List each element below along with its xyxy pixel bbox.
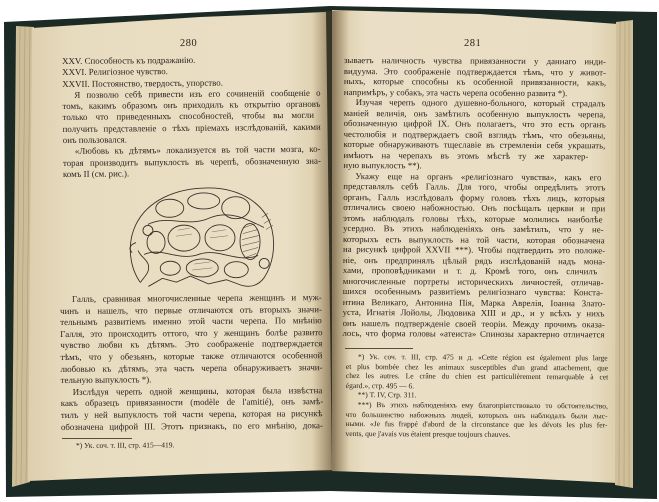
text-line: торая производитъ выпуклость въ черепѣ, обозначенную зна- bbox=[62, 155, 321, 168]
text-line: зываетъ наличность чувства привязанности у даннаго инди- bbox=[343, 55, 606, 67]
text-line: онъ нашелъ подтвержденіе своей теоріи. Между прочимъ оказа- bbox=[342, 317, 605, 329]
text-line: видуума. Это соображеніе подтверждается тѣмъ, что у живот- bbox=[343, 65, 606, 77]
text-line: обозначена цифрой III. Этотъ признакъ, по его мнѣнію, дока- bbox=[60, 419, 323, 432]
text-line: томъ, какимъ образомъ онъ приходилъ къ открытію органовъ bbox=[62, 98, 321, 112]
footnote-line: vents, que j'avais vus étaient presque toujours chauves. bbox=[345, 428, 511, 439]
text-line: Галля, это происходитъ оттого, что у женщинъ болѣе развито bbox=[60, 326, 323, 339]
right-page-footnotes bbox=[346, 352, 608, 440]
page-number-left: 280 bbox=[179, 37, 198, 50]
section-item: XXVII. Постоянство, твердость, упорство. bbox=[62, 77, 223, 89]
text-line: которые обнаруживаютъ тщеславіе въ стремленіи себя украшать, bbox=[343, 138, 606, 151]
organ-region bbox=[156, 199, 184, 217]
section-item: XXVI. Религіозное чувство. bbox=[62, 66, 168, 78]
text-line: органъ, Галль изслѣдовалъ форму головъ тѣхъ лицъ, которыя bbox=[343, 191, 605, 203]
right-page-text bbox=[343, 55, 606, 340]
neck-outline bbox=[148, 276, 242, 287]
text-line: Галль, сравнивая многочисленные черепа женщинъ и муж- bbox=[71, 292, 322, 304]
text-line: нтина Великаго, Антонина Пія, Марка Аврелія, Іоанна Злато- bbox=[342, 296, 606, 308]
text-line: онъ пользовался. bbox=[62, 134, 127, 146]
text-line: честолюбія и подтверждаетъ свой взглядъ тѣмъ, что обезьяны, bbox=[343, 128, 606, 140]
text-line: ную выпуклость **). bbox=[343, 159, 422, 171]
brain-fold-line-2 bbox=[144, 251, 258, 259]
text-line: напримѣръ, у собакъ, эта часть черепа особенно развита *). bbox=[343, 86, 568, 98]
text-line: которыхъ есть выпуклость на той части, которая обозначена bbox=[343, 233, 605, 245]
text-line: ныхъ, которые способны къ особенной привязанности, какъ, bbox=[343, 75, 607, 88]
text-line: этомъ наблюдалъ головы тѣхъ, которые молились наиболѣе bbox=[343, 212, 603, 224]
footnote-line: **) Т. IV, Стр. 311. bbox=[357, 390, 417, 400]
footnote-line: et plus bombée chez les animaux susceptibles d'un grand attachement, que bbox=[345, 361, 609, 372]
left-page-text-top bbox=[62, 54, 321, 181]
organ-region bbox=[240, 223, 260, 259]
organ-region bbox=[205, 225, 235, 251]
footnote-rule-left bbox=[62, 438, 132, 439]
text-line: Изслѣдуя черепъ одной женщины, которая была извѣстна bbox=[72, 384, 323, 397]
organ-region bbox=[186, 259, 218, 277]
face-profile bbox=[130, 242, 149, 282]
footnote-rule-right bbox=[345, 348, 413, 349]
page-number-right: 281 bbox=[463, 37, 482, 50]
left-page-footnotes bbox=[64, 440, 294, 450]
text-line: представлялъ себѣ Галль. Для того, чтобы опредѣлить этотъ bbox=[343, 180, 606, 193]
shading-strokes bbox=[176, 228, 228, 270]
text-line: шихся особеннымъ развитіемъ религіознаго чувства: Конста- bbox=[342, 285, 603, 298]
text-line: Я позволю себѣ привести изъ его сочиненій сообщеніе о bbox=[74, 87, 321, 100]
organ-region bbox=[224, 262, 248, 278]
footnote-line: ными. «Je fus frappé d'abord de la circonstance que les dévots les plus fer- bbox=[345, 419, 608, 430]
text-line: уста, Игнатія Лойолы, Людовика XIII и др., и у всѣхъ у нихъ bbox=[342, 306, 605, 319]
footnote-line: *) Ук. соч. т. III, стр. 415—419. bbox=[75, 440, 175, 450]
footnote-line: égard.», стр. 495 — 6. bbox=[345, 380, 415, 391]
organ-region bbox=[147, 231, 165, 253]
text-line: любовью къ дѣтямъ, эта часть черепа обнаруживаетъ значи- bbox=[60, 361, 323, 374]
text-line: только что приведенныхъ способностей, чтобы вы могли bbox=[62, 110, 314, 123]
text-line: какъ образецъ привязанности (modèle de l'amitié), онъ замѣ- bbox=[60, 396, 324, 409]
text-line: тельнымъ развитіемъ именно этой части черепа. По мнѣнію bbox=[60, 315, 322, 328]
text-line: лось, что форма головы «атеиста» Спинозы характерно отличается bbox=[342, 327, 605, 340]
organ-region bbox=[160, 261, 180, 275]
brain-diagram-figure bbox=[118, 183, 279, 292]
text-line: многочисленные портреты историческихъ личностей, отличав- bbox=[342, 275, 604, 287]
organ-region bbox=[143, 225, 153, 235]
footnote-line: что большинство набожныхъ людей, которыхъ онъ наблюдалъ были лыс- bbox=[345, 409, 608, 420]
organ-region bbox=[188, 193, 220, 209]
text-line: хами, проповѣдниками и т. д. Кромѣ того, онъ сличилъ bbox=[342, 264, 598, 277]
text-line: получить представленіе о тѣхъ пріемахъ изслѣдованій, какими bbox=[62, 121, 321, 134]
footnote-line: ***) Въ этихъ наблюденіяхъ ему благопріятствовало то обстоятельство, bbox=[357, 400, 608, 411]
text-line: чувство любви къ дѣтямъ. Это соображеніе подтверждается bbox=[60, 338, 323, 351]
text-line: имѣютъ на черепахъ въ этомъ мѣстѣ ту же характер- bbox=[343, 149, 589, 161]
text-line: ніе, онъ предпринялъ цѣлый рядъ изслѣдованій надъ мона- bbox=[342, 254, 606, 266]
footnote-line: *) Ук. соч. т. III, стр. 475 и д. «Cette région est également plus large bbox=[357, 352, 608, 363]
left-page-text-bottom bbox=[60, 292, 323, 433]
text-line: «Любовь къ дѣтямъ» локализуется въ той части мозга, ко- bbox=[74, 144, 321, 157]
text-line: комъ II (см. рис.). bbox=[62, 168, 130, 179]
text-line: тилъ у ней выпуклость той части черепа, которая на рисункѣ bbox=[60, 408, 323, 420]
text-line: усердно. Въ этихъ наблюденіяхъ онъ замѣтилъ, что у не- bbox=[343, 222, 604, 235]
footnote-line: chez les autres. Le crâne du chien est particulièrement remarquable à cet bbox=[345, 371, 609, 382]
text-line: Укажу еще на органъ «религіознаго чувства», какъ его bbox=[355, 170, 602, 182]
text-line: обозначенную цифрой IX. Онъ полагаетъ, что это есть органъ bbox=[343, 117, 606, 130]
text-line: маніей величія, онъ замѣтилъ особенную выпуклость черепа, bbox=[343, 107, 606, 119]
text-line: чинъ и нашелъ, что первые отличаются отъ вторыхъ значи- bbox=[60, 303, 322, 316]
organ-region bbox=[222, 197, 250, 219]
text-line: на рисункѣ цифрой XXVII ***). Чтобы подтвердить это положе- bbox=[342, 243, 606, 256]
text-line: Изучая черепъ одного душевно-больного, который страдалъ bbox=[355, 97, 606, 109]
text-line: отличались своею набожностью. Онъ посѣщалъ церкви и при bbox=[343, 201, 606, 214]
section-item: XXV. Способность къ подражанію. bbox=[62, 54, 196, 66]
text-line: тѣмъ, что у обезьянъ, которые также отличаются особенной bbox=[60, 350, 323, 362]
text-line: тельную выпуклость *). bbox=[60, 374, 152, 386]
organ-region bbox=[259, 258, 269, 268]
